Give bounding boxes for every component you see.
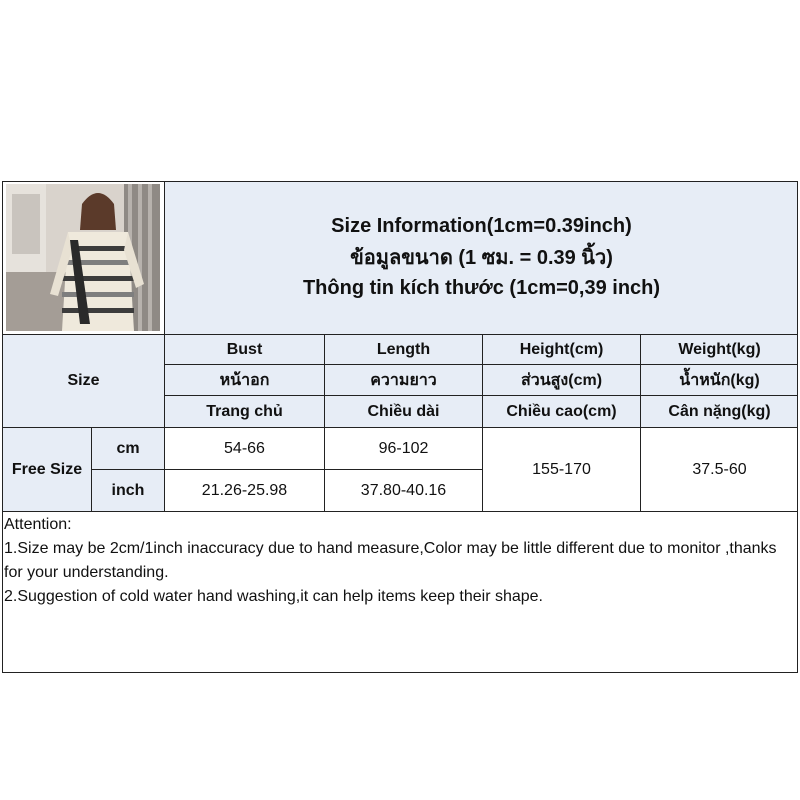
product-photo	[6, 184, 160, 331]
col-length-vi: Chiều dài	[367, 402, 440, 420]
col-height-vi: Chiều cao(cm)	[506, 402, 617, 420]
notes-heading: Attention:	[4, 516, 72, 533]
title-english: Size Information(1cm=0.39inch)	[331, 215, 632, 237]
divider-col-height	[482, 334, 483, 511]
divider-col-length	[324, 334, 325, 511]
divider-header-body	[2, 427, 798, 428]
divider-cm-inch	[91, 469, 482, 470]
col-weight-th: น้ำหนัก(kg)	[679, 371, 760, 389]
col-bust-th: หน้าอก	[219, 371, 270, 389]
weight-value: 37.5-60	[692, 460, 747, 478]
product-photo-illustration	[6, 184, 160, 331]
unit-label-inch: inch	[111, 481, 145, 499]
col-weight-en: Weight(kg)	[678, 340, 761, 358]
col-length-th: ความยาว	[370, 371, 437, 389]
size-label: Size	[67, 372, 100, 389]
divider-header-1	[164, 364, 798, 365]
unit-label-cm: cm	[116, 439, 140, 457]
row-label-free-size: Free Size	[11, 460, 83, 478]
divider-header-2	[164, 395, 798, 396]
divider-col-weight	[640, 334, 641, 511]
col-length-en: Length	[376, 340, 431, 358]
title-thai: ข้อมูลขนาด (1 ซม. = 0.39 นิ้ว)	[350, 247, 613, 269]
col-bust-en: Bust	[226, 340, 263, 358]
notes-line-2: 2.Suggestion of cold water hand washing,it can help items keep their shape.	[4, 588, 543, 605]
cm-length-value: 96-102	[378, 439, 429, 457]
cm-bust-value: 54-66	[224, 439, 265, 457]
attention-notes	[4, 513, 794, 609]
col-height-th: ส่วนสูง(cm)	[520, 371, 603, 389]
divider-unit-col	[91, 427, 92, 511]
col-bust-vi: Trang chủ	[206, 402, 283, 420]
height-value: 155-170	[532, 460, 591, 478]
inch-length-value: 37.80-40.16	[360, 481, 447, 499]
divider-title	[2, 334, 798, 335]
divider-body-notes	[2, 511, 798, 512]
col-height-en: Height(cm)	[519, 340, 604, 358]
border-top	[2, 181, 798, 182]
col-weight-vi: Cân nặng(kg)	[668, 402, 771, 420]
size-chart	[2, 181, 798, 673]
border-bottom	[2, 672, 798, 673]
inch-bust-value: 21.26-25.98	[201, 481, 288, 499]
notes-line-1: 1.Size may be 2cm/1inch inaccuracy due to hand measure,Color may be little different due to monitor ,thanks for your understanding.	[4, 540, 777, 581]
title-vietnamese: Thông tin kích thước (1cm=0,39 inch)	[302, 277, 661, 299]
divider-photo	[164, 181, 165, 511]
